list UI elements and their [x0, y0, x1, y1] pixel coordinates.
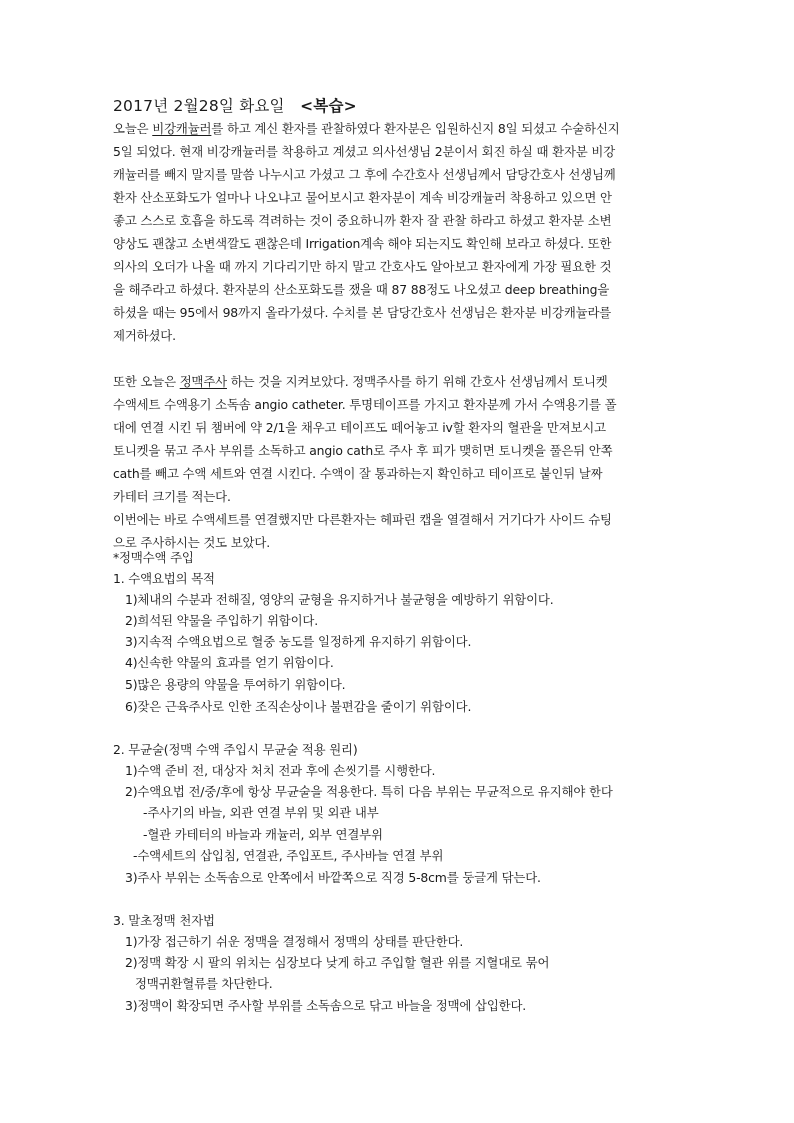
list-subitem: -혈관 카테터의 바늘과 캐뉼러, 외부 연결부위	[143, 827, 383, 842]
paragraph-line: 수액세트 수액용기 소독솜 angio catheter. 투명테이프를 가지고 환자분께 가서 수액용기를 폴	[113, 397, 617, 412]
list-item: 1)체내의 수분과 전해질, 영양의 균형을 유지하거나 불균형을 예방하기 위함이다.	[125, 592, 554, 607]
list-item: 1)가장 접근하기 쉬운 정맥을 결정해서 정맥의 상태를 판단한다.	[125, 934, 464, 949]
title-date: 2017년 2월28일 화요일	[113, 97, 285, 115]
list-item: 2)수액요법 전/중/후에 항상 무균술을 적용한다. 특히 다음 부위는 무균적으로 유지해야 한다	[125, 784, 613, 799]
paragraph-line: 양상도 괜찮고 소변색깔도 괜찮은데 Irrigation계속 해야 되는지도 확인해 보라고 하셨다. 또한	[113, 236, 612, 251]
notes-heading: *정맥수액 주입	[113, 550, 194, 565]
list-item: 2)정맥 확장 시 팔의 위치는 심장보다 낮게 하고 주입할 혈관 위를 지혈대로 묶어	[125, 955, 550, 970]
paragraph-line: 의사의 오더가 나올 때 까지 기다리기만 하지 말고 간호사도 알아보고 환자에게 가장 필요한 것	[113, 259, 612, 274]
section-title: 3. 말초정맥 천자법	[113, 913, 215, 928]
list-item: 3)주사 부위는 소독솜으로 안쪽에서 바깥쪽으로 직경 5-8cm를 둥글게 닦는다.	[125, 870, 541, 885]
paragraph-line: 토니켓을 묶고 주사 부위를 소독하고 angio cath로 주사 후 피가 맺히면 토니켓을 풀은뒤 안쪽	[113, 443, 613, 458]
title-tag: <복습>	[300, 97, 357, 115]
list-subitem: -수액세트의 삽입침, 연결관, 주입포트, 주사바늘 연결 부위	[133, 848, 444, 863]
text-run: 오늘은	[113, 121, 153, 136]
page-title	[113, 94, 357, 116]
paragraph-line	[113, 119, 620, 139]
underlined-term: 비강캐뉼러	[152, 121, 212, 136]
text-run: 를 하고 계신 환자를 관찰하였다 환자분은 입원하신지 8일 되셨고 수술하신지	[211, 121, 620, 136]
paragraph-line: 대에 연결 시킨 뒤 챔버에 약 2/1을 채우고 테이프도 떼어놓고 iv할 환자의 혈관을 만져보시고	[113, 420, 606, 435]
list-item: 2)희석된 약물을 주입하기 위함이다.	[125, 613, 319, 628]
list-item-continuation: 정맥귀환혈류를 차단한다.	[135, 976, 273, 991]
paragraph-line: 하셨을 때는 95에서 98까지 올라가셨다. 수치를 본 담당간호사 선생님은 환자분 비강캐뉼라를	[113, 305, 612, 320]
section-title: 1. 수액요법의 목적	[113, 571, 215, 586]
underlined-term: 정맥주사	[179, 374, 227, 389]
paragraph-line: 이번에는 바로 수액세트를 연결했지만 다른환자는 헤파린 캡을 열결해서 거기다가 사이드 슈팅	[113, 512, 612, 527]
list-item: 6)잦은 근육주사로 인한 조직손상이나 불편감을 줄이기 위함이다.	[125, 699, 472, 714]
list-item: 3)정맥이 확장되면 주사할 부위를 소독솜으로 닦고 바늘을 정맥에 삽입한다.	[125, 998, 527, 1013]
paragraph-line: 카테터 크기를 적는다.	[113, 489, 231, 504]
text-run: 하는 것을 지켜보았다. 정맥주사를 하기 위해 간호사 선생님께서 토니켓	[226, 374, 608, 389]
list-subitem: -주사기의 바늘, 외관 연결 부위 및 외관 내부	[143, 805, 379, 820]
paragraph-line	[113, 372, 608, 392]
list-item: 1)수액 준비 전, 대상자 처치 전과 후에 손씻기를 시행한다.	[125, 763, 436, 778]
text-run: 또한 오늘은	[113, 374, 180, 389]
paragraph-line: 5일 되었다. 현재 비강캐뉼러를 착용하고 계셨고 의사선생님 2분이서 회진 하실 때 환자분 비강	[113, 144, 616, 159]
paragraph-line: 으로 주사하시는 것도 보았다.	[113, 535, 270, 550]
list-item: 5)많은 용량의 약물을 투여하기 위함이다.	[125, 677, 346, 692]
paragraph-line: 제거하셨다.	[113, 328, 176, 343]
paragraph-line: 좋고 스스로 호흡을 하도록 격려하는 것이 중요하니까 환자 잘 관찰 하라고 하셨고 환자분 소변	[113, 213, 612, 228]
paragraph-line: 환자 산소포화도가 얼마나 나오냐고 물어보시고 환자분이 계속 비강캐뉼러 착용하고 있으면 안	[113, 190, 612, 205]
paragraph-line: 캐뉼러를 빼지 말지를 말씀 나누시고 가셨고 그 후에 수간호사 선생님께서 담당간호사 선생님께	[113, 167, 616, 182]
list-item: 4)신속한 약물의 효과를 얻기 위함이다.	[125, 655, 334, 670]
paragraph-line: 을 해주라고 하셨다. 환자분의 산소포화도를 쟀을 때 87 88정도 나오셨고 deep breathing을	[113, 282, 610, 297]
paragraph-line: cath를 빼고 수액 세트와 연결 시킨다. 수액이 잘 통과하는지 확인하고 테이프로 붙인뒤 날짜	[113, 466, 603, 481]
list-item: 3)지속적 수액요법으로 혈중 농도를 일정하게 유지하기 위함이다.	[125, 634, 472, 649]
section-title: 2. 무균술(정맥 수액 주입시 무균술 적용 원리)	[113, 742, 358, 757]
